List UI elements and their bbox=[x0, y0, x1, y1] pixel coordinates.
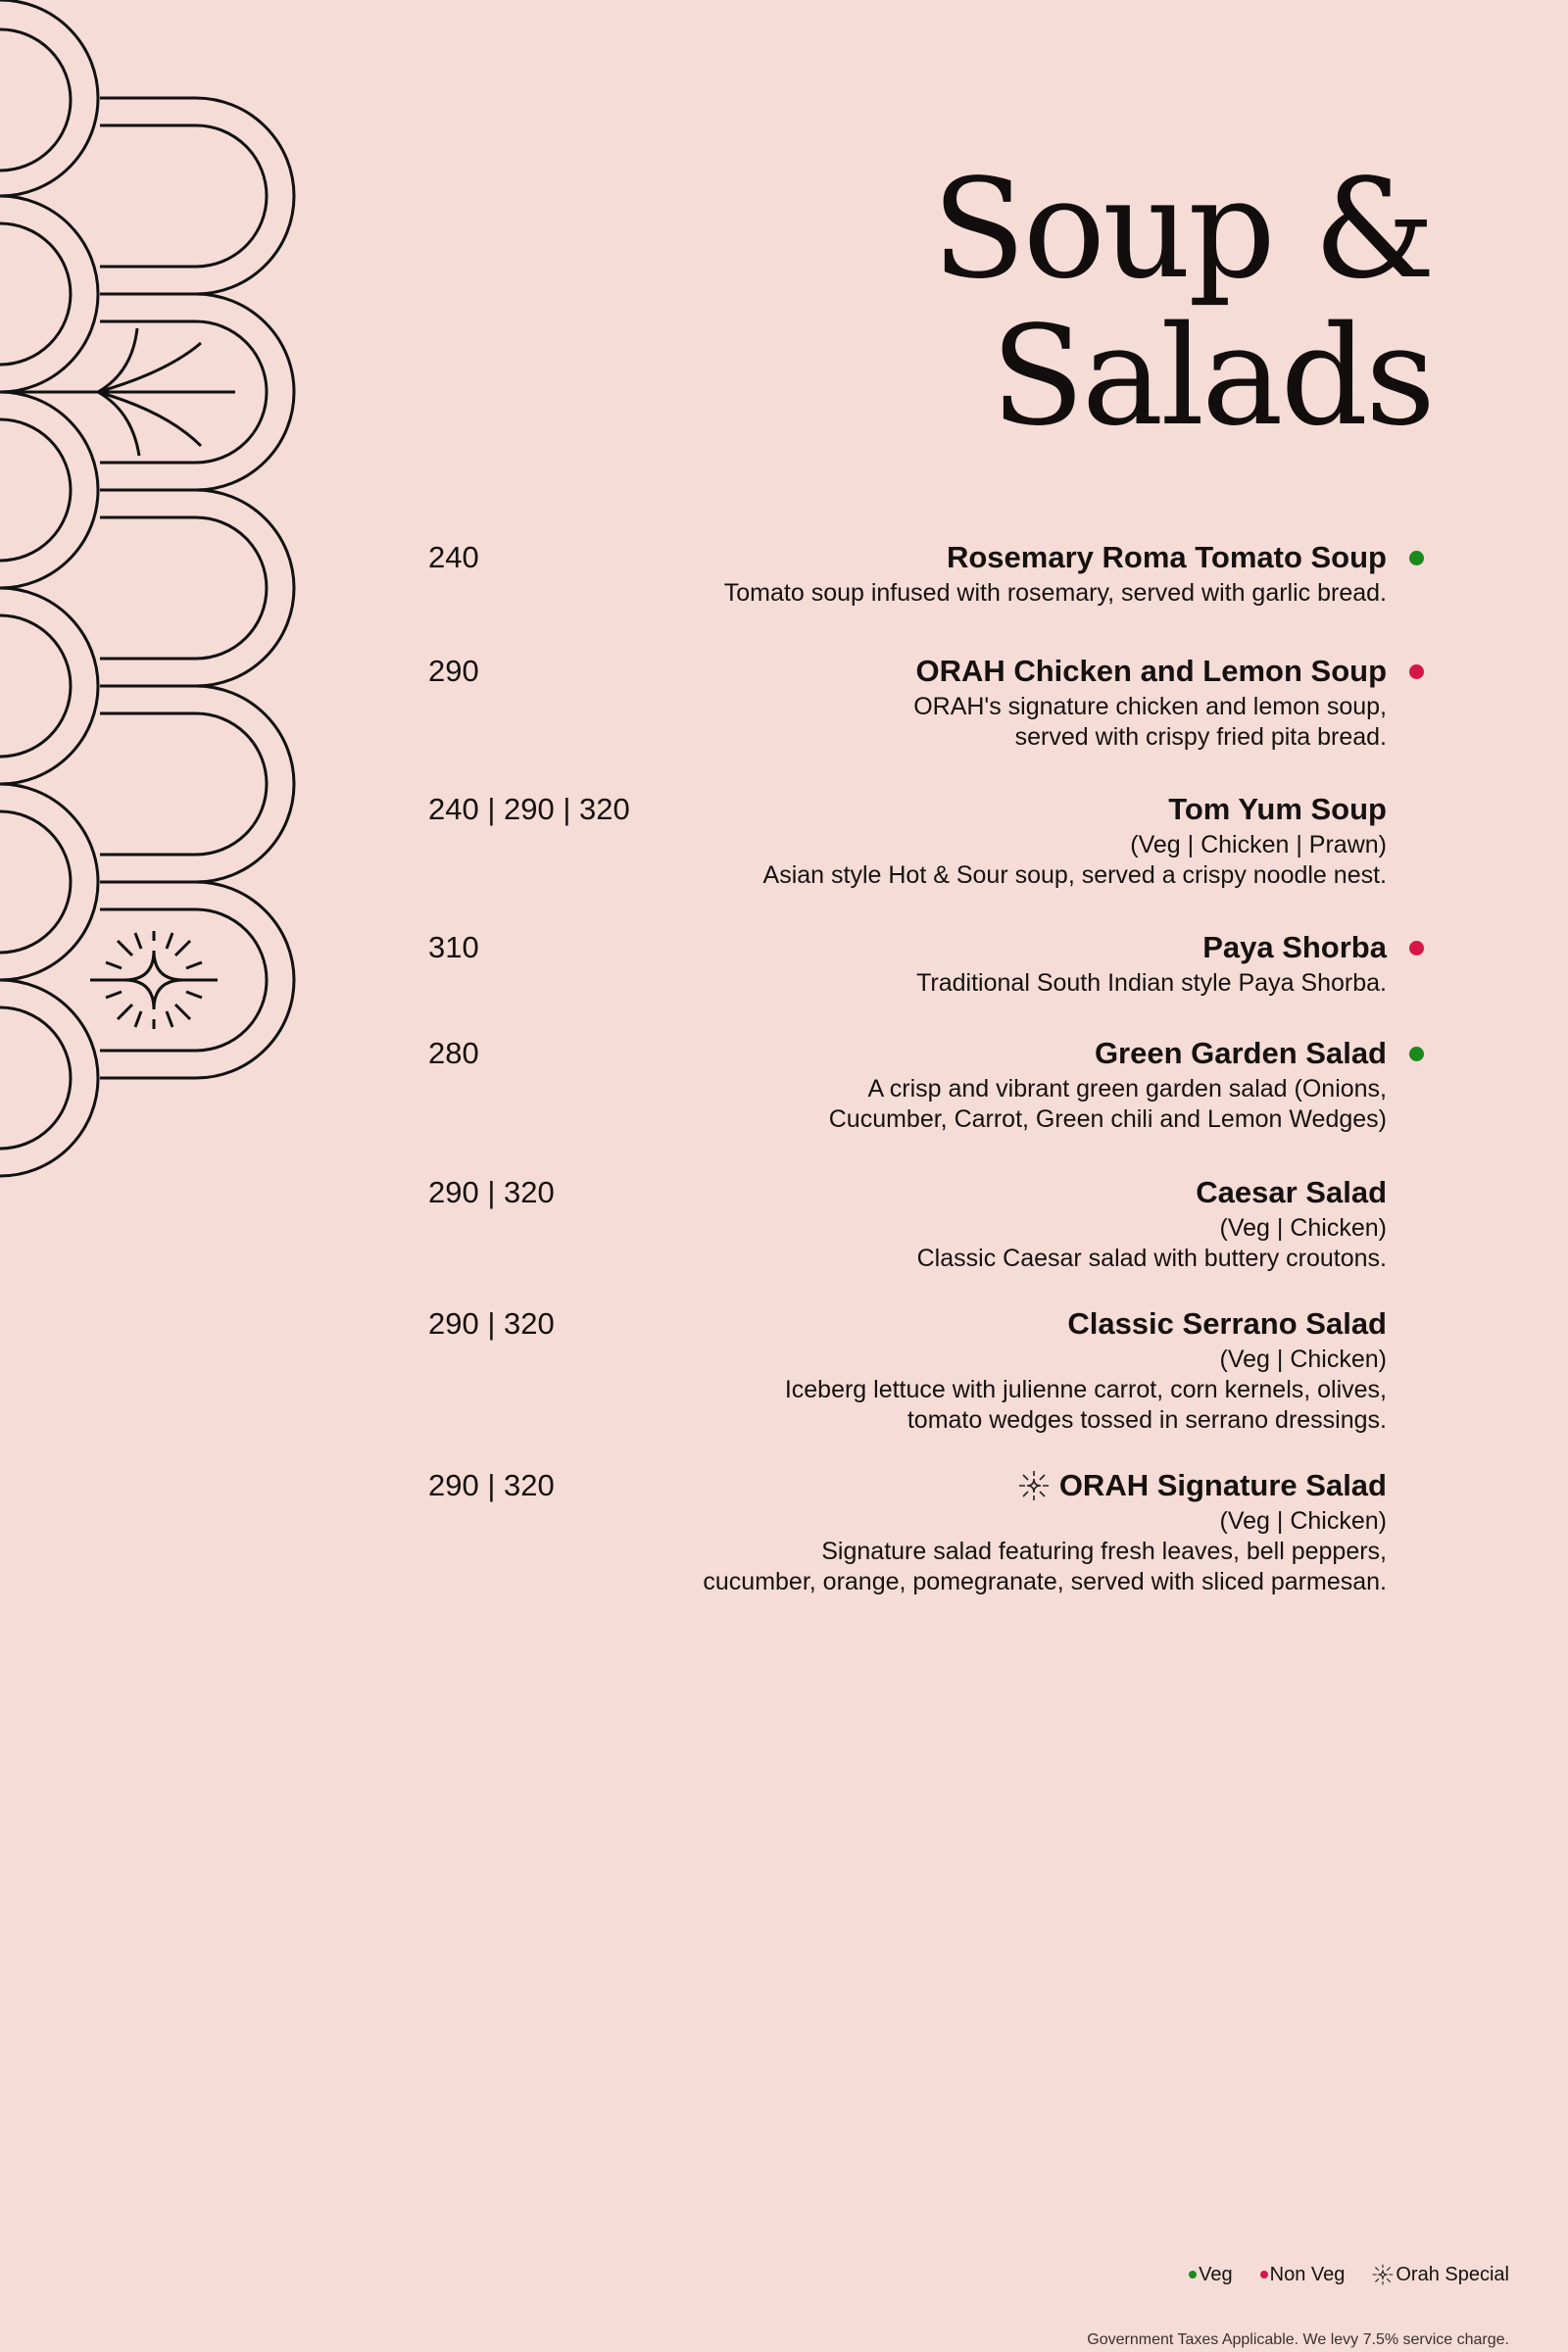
item-price: 290 | 320 bbox=[428, 1306, 555, 1341]
legend-special bbox=[1372, 2262, 1509, 2287]
item-variants: (Veg | Chicken) bbox=[1219, 1214, 1387, 1242]
item-name bbox=[947, 537, 1387, 578]
legend-veg-label: Veg bbox=[1199, 2264, 1233, 2285]
item-description: ORAH's signature chicken and lemon soup, bbox=[913, 693, 1387, 720]
item-name-text: Rosemary Roma Tomato Soup bbox=[946, 540, 1387, 574]
item-name-text: Paya Shorba bbox=[1202, 930, 1387, 964]
menu-item bbox=[428, 1172, 1428, 1274]
item-description: Asian style Hot & Sour soup, served a crispy noodle nest. bbox=[762, 861, 1387, 889]
item-description: tomato wedges tossed in serrano dressings. bbox=[906, 1406, 1387, 1434]
title-line-2: Salads bbox=[990, 297, 1433, 457]
item-name bbox=[1067, 1303, 1387, 1345]
veg-dot-icon bbox=[1189, 2271, 1197, 2278]
menu-item bbox=[428, 789, 1428, 891]
arch-ornament bbox=[0, 0, 314, 1196]
item-name bbox=[915, 651, 1387, 692]
item-variants: (Veg | Chicken | Prawn) bbox=[1130, 831, 1387, 858]
non-veg-dot-icon bbox=[1409, 941, 1424, 956]
item-description: Classic Caesar salad with buttery croutons. bbox=[916, 1245, 1387, 1272]
item-description: cucumber, orange, pomegranate, served with sliced parmesan. bbox=[703, 1568, 1387, 1595]
legend-non-veg bbox=[1260, 2262, 1346, 2287]
legend-veg bbox=[1189, 2262, 1232, 2287]
item-price: 290 | 320 bbox=[428, 1175, 555, 1209]
item-name-text: Tom Yum Soup bbox=[1168, 792, 1387, 826]
item-variants: (Veg | Chicken) bbox=[1219, 1346, 1387, 1373]
item-price: 240 bbox=[428, 540, 479, 574]
item-name bbox=[1095, 1033, 1387, 1074]
item-price: 290 bbox=[428, 654, 479, 688]
title-line-1: Soup & bbox=[931, 150, 1433, 310]
item-description: A crisp and vibrant green garden salad (Onions, bbox=[867, 1075, 1387, 1102]
item-price: 240 | 290 | 320 bbox=[428, 792, 630, 826]
item-price: 280 bbox=[428, 1036, 479, 1070]
item-variants: (Veg | Chicken) bbox=[1219, 1507, 1387, 1535]
footer-note: Government Taxes Applicable. We levy 7.5% service charge. bbox=[1087, 2331, 1509, 2348]
sparkle-icon bbox=[1372, 2264, 1394, 2285]
item-description: Signature salad featuring fresh leaves, bell peppers, bbox=[821, 1538, 1387, 1565]
item-description: served with crispy fried pita bread. bbox=[1014, 723, 1387, 751]
non-veg-dot-icon bbox=[1260, 2271, 1268, 2278]
item-name-text: ORAH Signature Salad bbox=[1058, 1468, 1387, 1502]
item-name-text: ORAH Chicken and Lemon Soup bbox=[915, 654, 1387, 688]
item-price: 310 bbox=[428, 930, 479, 964]
item-description: Iceberg lettuce with julienne carrot, corn kernels, olives, bbox=[784, 1376, 1387, 1403]
item-name-text: Green Garden Salad bbox=[1094, 1036, 1387, 1070]
item-name bbox=[1168, 789, 1387, 830]
item-description: Tomato soup infused with rosemary, served with garlic bread. bbox=[723, 579, 1387, 607]
menu-item bbox=[428, 1465, 1428, 1597]
veg-dot-icon bbox=[1409, 551, 1424, 565]
menu-item bbox=[428, 537, 1428, 609]
sparkle-icon bbox=[1018, 1470, 1050, 1501]
menu-item bbox=[428, 651, 1428, 753]
item-name-text: Caesar Salad bbox=[1196, 1175, 1387, 1209]
item-name-text: Classic Serrano Salad bbox=[1067, 1306, 1387, 1341]
legend-non-veg-label: Non Veg bbox=[1269, 2264, 1346, 2285]
item-description: Traditional South Indian style Paya Shorba. bbox=[916, 969, 1387, 997]
page-title bbox=[931, 150, 1433, 457]
veg-dot-icon bbox=[1409, 1047, 1424, 1061]
menu-item bbox=[428, 1303, 1428, 1436]
item-description: Cucumber, Carrot, Green chili and Lemon Wedges) bbox=[828, 1105, 1387, 1133]
item-price: 290 | 320 bbox=[428, 1468, 555, 1502]
item-name bbox=[1196, 1172, 1387, 1213]
menu-item bbox=[428, 1033, 1428, 1135]
item-name bbox=[1202, 927, 1387, 968]
legend bbox=[1189, 2262, 1509, 2287]
non-veg-dot-icon bbox=[1409, 664, 1424, 679]
menu-item bbox=[428, 927, 1428, 999]
item-name bbox=[1018, 1465, 1387, 1506]
legend-special-label: Orah Special bbox=[1396, 2264, 1509, 2285]
